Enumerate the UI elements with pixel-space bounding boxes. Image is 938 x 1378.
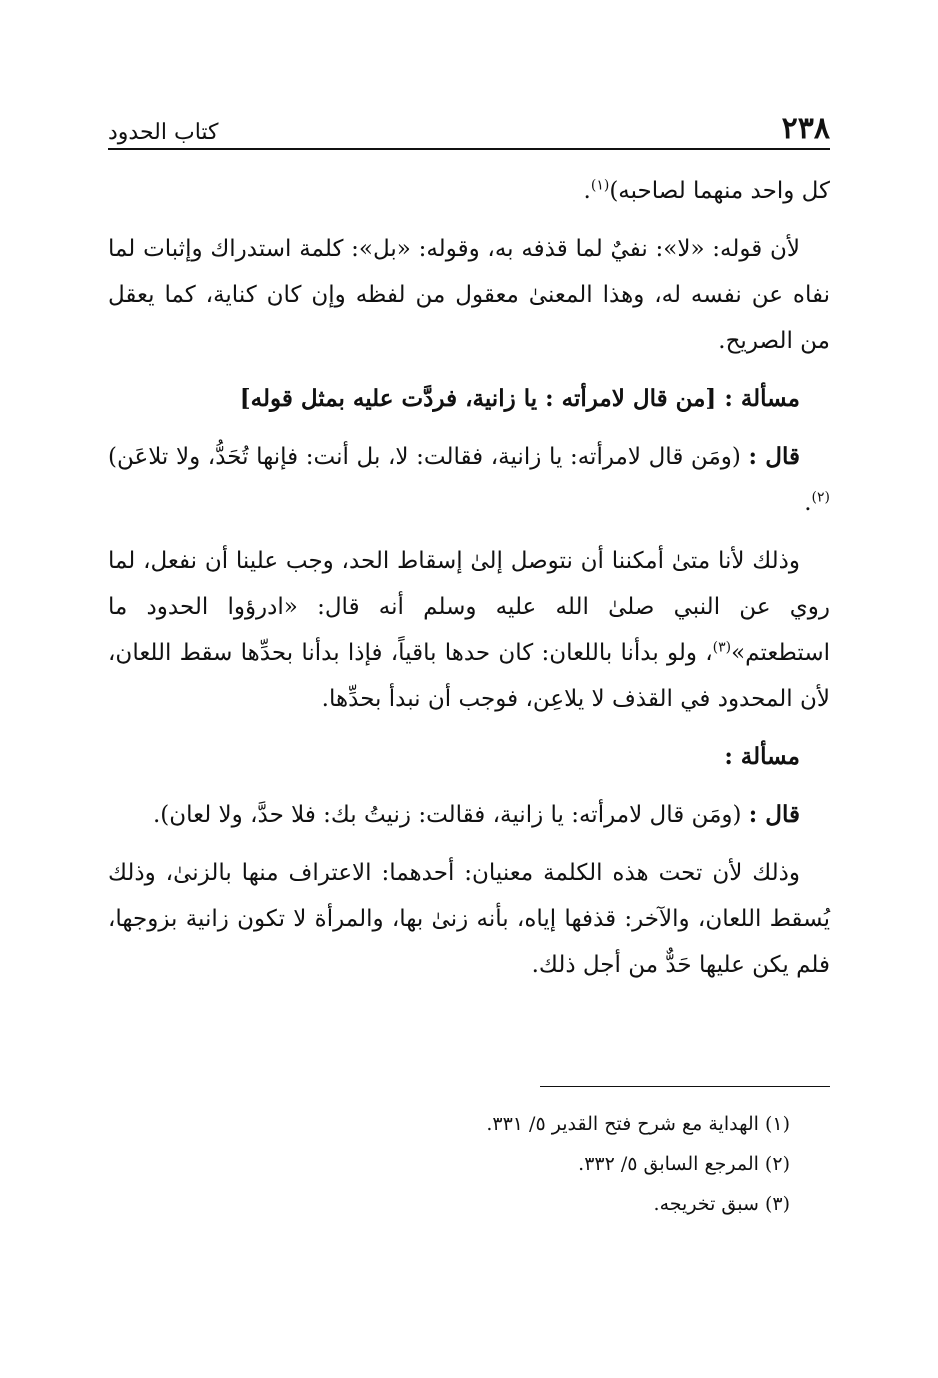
footnote-divider	[540, 1086, 830, 1087]
footnote-ref-3: (٣)	[712, 639, 732, 656]
footnote-2: (٢) المرجع السابق ٥/ ٣٣٢.	[578, 1153, 790, 1175]
quote-1	[108, 434, 830, 526]
paragraph-3	[108, 538, 830, 722]
paragraph-1-end: .	[583, 178, 591, 204]
page-header	[108, 106, 830, 150]
main-text	[108, 168, 830, 1000]
paragraph-1-text: كل واحد منهما لصاحبه)	[609, 178, 830, 204]
running-title: كتاب الحدود	[108, 120, 219, 145]
quote-2-lead: قال :	[748, 801, 800, 828]
paragraph-4: وذلك لأن تحت هذه الكلمة معنيان: أحدهما: الاعتراف منها بالزنىٰ، وذلك يُسقط اللعان، والآخر: قذفها إياه، بأنه زنىٰ بها، والمرأة لا تكون زانية بزوجها، فلم يكن عليها حَدٌّ من أجل ذلك.	[108, 860, 830, 978]
quote-1-lead: قال :	[748, 443, 800, 470]
footnote-ref-1: (١)	[590, 177, 610, 194]
section-heading-1: مسألة : [من قال لامرأته : يا زانية، فردَّت عليه بمثل قوله]	[239, 385, 800, 412]
footnote-1: (١) الهداية مع شرح فتح القدير ٥/ ٣٣١.	[486, 1113, 790, 1135]
paragraph-1	[108, 168, 830, 214]
quote-2-text: (ومَن قال لامرأته: يا زانية، فقالت: زنيتُ بك: فلا حدَّ، ولا لعان).	[152, 802, 749, 828]
quote-2	[108, 792, 830, 838]
paragraph-2: لأن قوله: «لا»: نفيٌ لما قذفه به، وقوله: «بل»: كلمة استدراك وإثبات لما نفاه عن نفسه له، وهذا المعنىٰ معقول من لفظه وإن كان كناية، كما يعقل من الصريح.	[108, 236, 830, 354]
quote-1-text: (ومَن قال لامرأته: يا زانية، فقالت: لا، بل أنت: فإنها تُحَدُّ، ولا تلاعَن)	[108, 444, 749, 470]
page-number: ٢٣٨	[781, 111, 830, 146]
footnote-ref-2: (٢)	[811, 489, 830, 506]
footnote-3: (٣) سبق تخريجه.	[653, 1193, 790, 1215]
footnotes	[300, 1104, 790, 1224]
paragraph-3-text-a: وذلك لأنا متىٰ أمكننا أن نتوصل إلىٰ إسقاط الحد، وجب علينا أن نفعل، لما روي عن النبي صلىٰ الله عليه وسلم أنه قال: «ادرؤوا الحدود ما استطعتم»	[108, 548, 830, 666]
section-heading-2: مسألة :	[724, 743, 800, 770]
paragraph-3-text-b: ، ولو بدأنا باللعان: كان حدها باقياً، فإذا بدأنا بحدِّها سقط اللعان، لأن المحدود في القذف لا يلاعِن، فوجب أن نبدأ بحدِّها.	[108, 640, 830, 712]
quote-1-end: .	[804, 490, 812, 516]
